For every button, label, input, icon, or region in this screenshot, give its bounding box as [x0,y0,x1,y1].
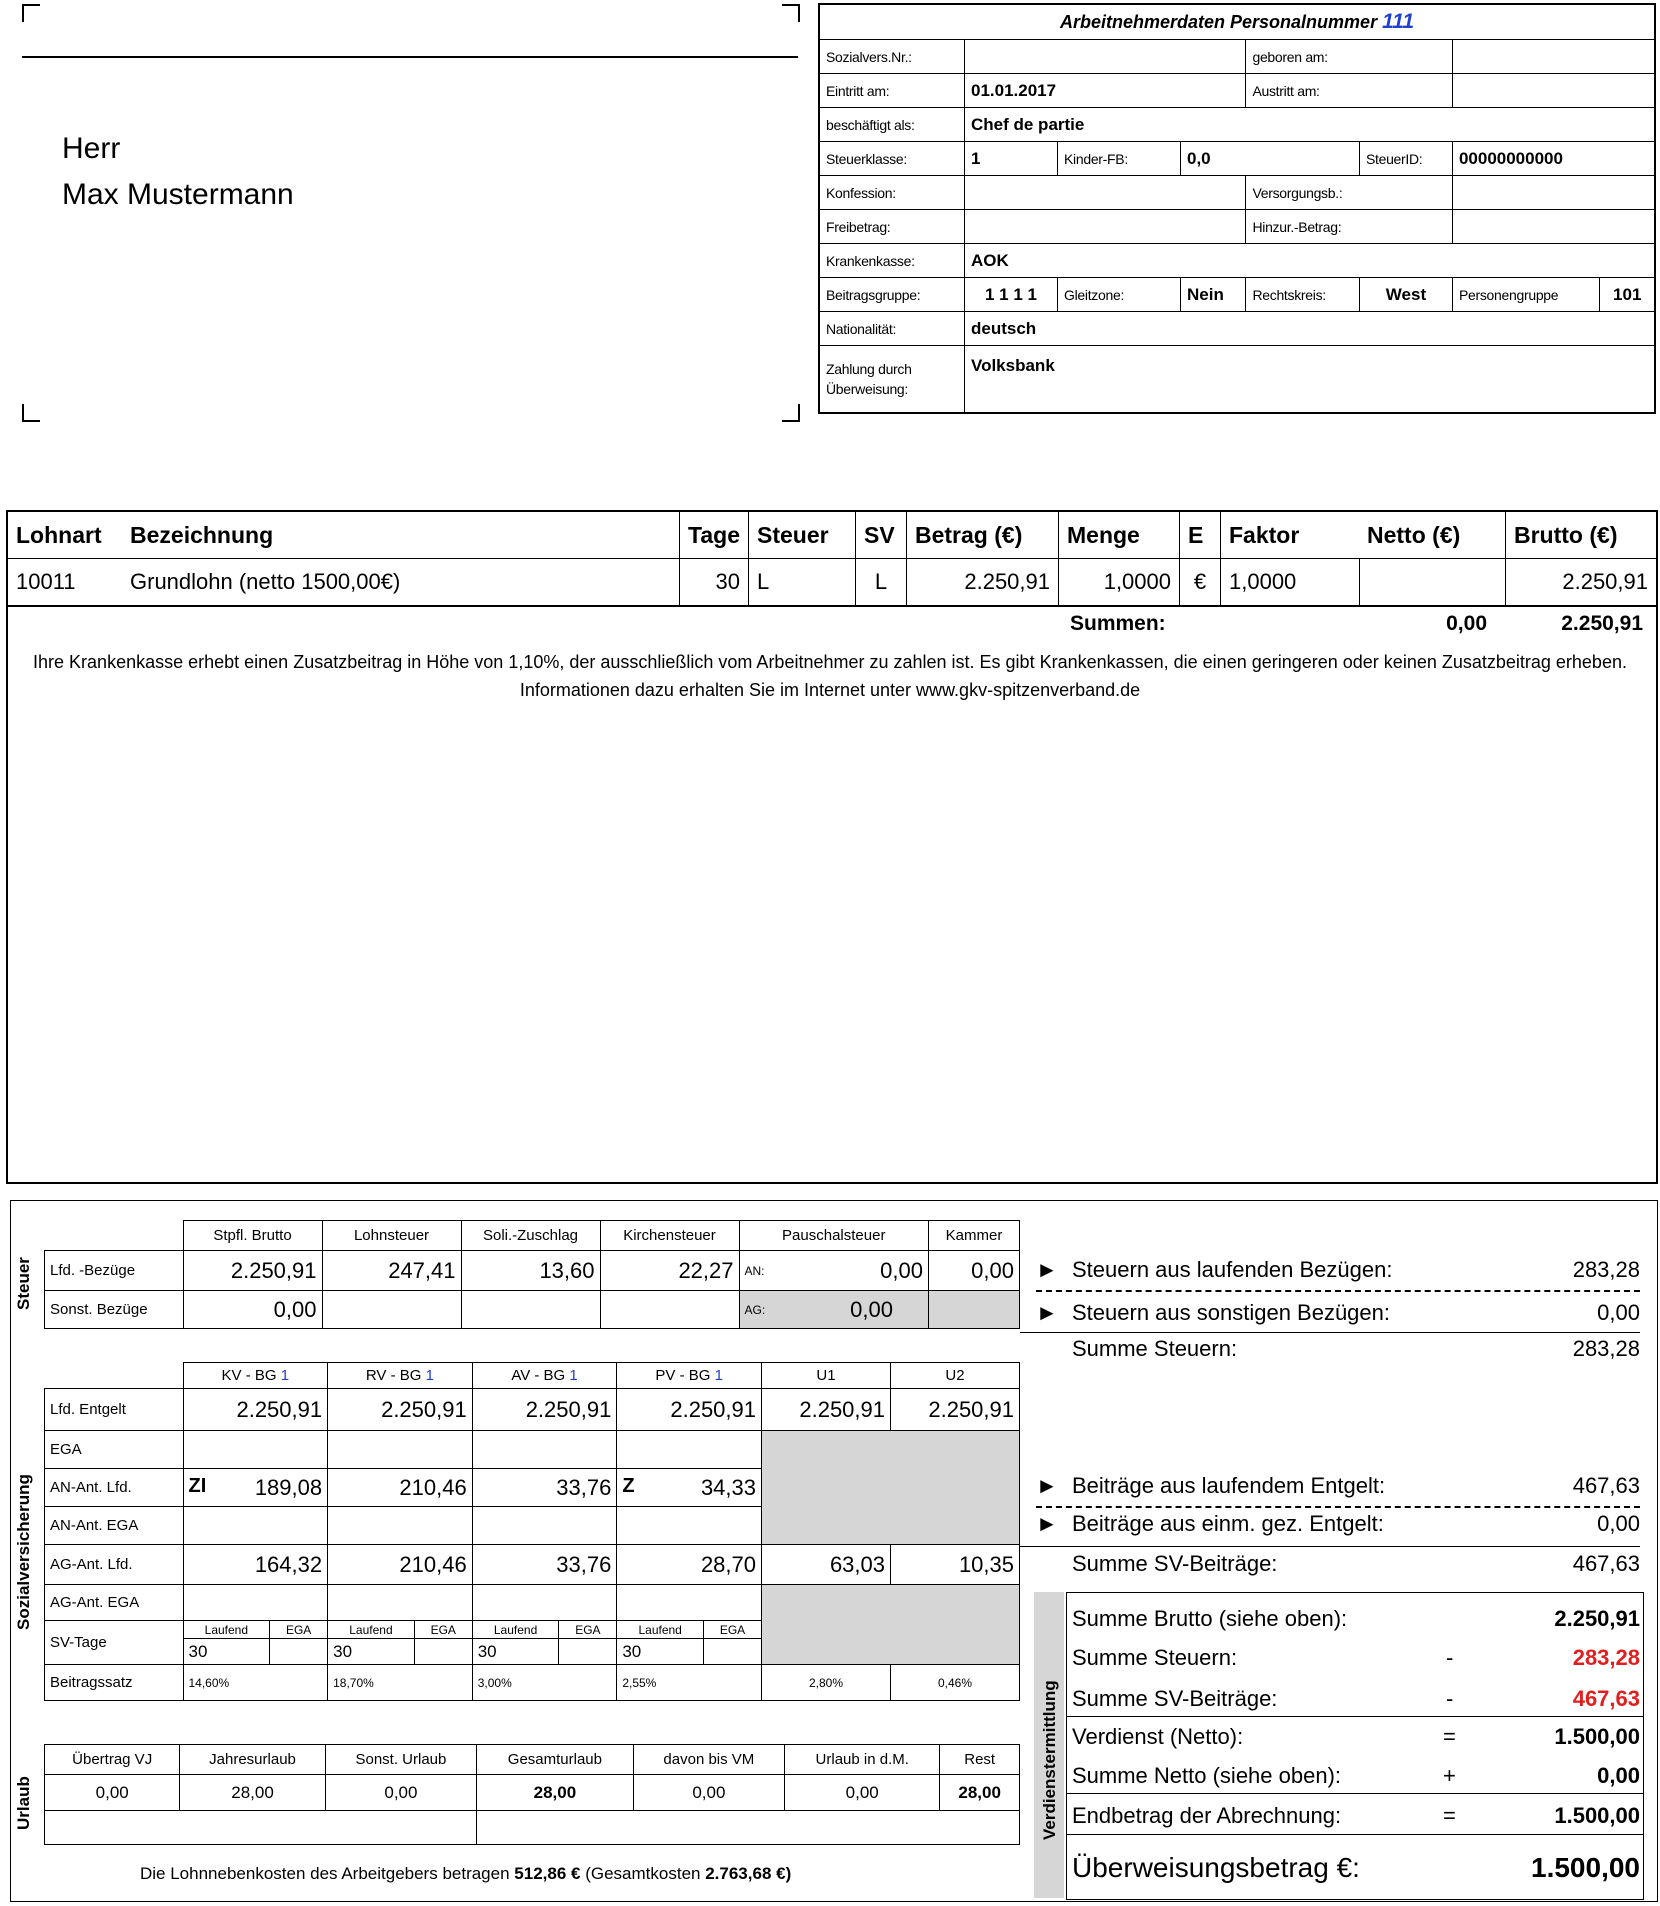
urlaub-head: Rest [940,1745,1020,1775]
u1-head: U1 [762,1363,891,1389]
col-e: E [1180,512,1221,559]
lohnnebenkosten-text: Die Lohnnebenkosten des Arbeitgebers betragen 512,86 € (Gesamtkosten 2.763,68 €) [140,1864,792,1883]
legal-area-value: West [1359,278,1452,312]
row-bezeichnung: Grundlohn (netto 1500,00€) [122,559,680,607]
laufend-label: Laufend [183,1621,270,1639]
ega-sublabel: EGA [270,1621,328,1639]
ega-label: EGA [45,1431,184,1469]
arrow-right-icon: ► [1036,1473,1058,1498]
sv-tage-value: 30 [472,1639,559,1665]
sv-side-label: Sozialversicherung [14,1474,33,1630]
addition-label: Hinzur.-Betrag: [1246,210,1453,244]
person-group-label: Personengruppe [1452,278,1600,312]
urlaub-head: Jahresurlaub [180,1745,325,1775]
sumnetto-value: 0,00 [1597,1763,1640,1788]
summe-steuern-value: 283,28 [1572,1336,1640,1361]
ag-lfd-label: AG-Ant. Lfd. [45,1545,184,1585]
beitragssatz-label: Beitragssatz [45,1665,184,1701]
sv-value: 2.250,91 [472,1389,617,1431]
exit-label: Austritt am: [1246,74,1453,108]
minus-sign: - [1446,1645,1454,1670]
row-tage: 30 [680,559,749,607]
col-lohnart: Lohnart [8,512,122,559]
child-allowance-value: 0,0 [1181,142,1360,176]
pension-value [1452,176,1655,210]
divider [1020,1546,1640,1547]
urlaub-value: 0,00 [633,1775,785,1811]
corner-mark-icon [782,4,800,22]
entry-label: Eintritt am: [819,74,965,108]
steuer-head: Stpfl. Brutto [183,1221,322,1251]
birthdate-value [1452,40,1655,74]
equals-sign: = [1443,1803,1456,1828]
urlaub-side-label: Urlaub [14,1776,33,1830]
nationality-value: deutsch [965,312,1656,346]
an-lfd-label: AN-Ant. Lfd. [45,1469,184,1507]
salutation: Herr [62,132,121,165]
arrow-right-icon: ► [1036,1257,1058,1282]
an-label: AN: [739,1251,770,1291]
sv-value: 33,76 [472,1469,617,1507]
sv-tage-value: 30 [617,1639,704,1665]
col-bezeichnung: Bezeichnung [122,512,680,559]
address-divider [22,56,798,58]
steuer-value: 2.250,91 [183,1251,322,1291]
lfd-bezuege-label: Lfd. -Bezüge [45,1251,184,1291]
payroll-header-row [8,512,1656,559]
beitraege-einm-value: 0,00 [1597,1511,1640,1536]
netto-label: Verdienst (Netto): [1072,1724,1244,1749]
beitragssatz-value: 3,00% [472,1665,617,1701]
sv-value: 164,32 [183,1545,328,1585]
steuern-lfd-value: 283,28 [1572,1257,1640,1282]
payment-label: Zahlung durch Überweisung: [819,346,965,414]
address-block [62,126,294,218]
row-faktor: 1,0000 [1221,559,1360,607]
contribution-group-label: Beitragsgruppe: [819,278,965,312]
col-menge: Menge [1059,512,1180,559]
totals-netto: 0,00 [1446,612,1487,635]
urlaub-head: davon bis VM [633,1745,785,1775]
corner-mark-icon [22,404,40,422]
divider [1020,1332,1640,1333]
ueberweisung-value: 1.500,00 [1531,1852,1640,1883]
minus-sign: - [1446,1686,1454,1711]
lfd-entgelt-label: Lfd. Entgelt [45,1389,184,1431]
urlaub-value: 0,00 [325,1775,477,1811]
netto-value: 1.500,00 [1554,1724,1640,1749]
svnr-value [965,40,1246,74]
employee-data-title: Arbeitnehmerdaten Personalnummer 111 [819,4,1655,40]
sv-value: 210,46 [328,1469,473,1507]
urlaub-table [44,1744,1020,1845]
taxid-value: 00000000000 [1452,142,1655,176]
equals-sign: = [1443,1724,1456,1749]
summe-sv-value: 467,63 [1572,1551,1640,1576]
job-label: beschäftigt als: [819,108,965,142]
sv-value: ZI 189,08 [183,1469,328,1507]
legal-area-label: Rechtskreis: [1246,278,1360,312]
beitragssatz-value: 2,80% [762,1665,891,1701]
divider [1066,1716,1644,1717]
sv-value: 28,70 [617,1545,762,1585]
urlaub-value: 0,00 [785,1775,940,1811]
taxid-label: SteuerID: [1359,142,1452,176]
sonst-bezuege-label: Sonst. Bezüge [45,1291,184,1329]
verdienst-steuern-label: Summe Steuern: [1072,1645,1238,1670]
an-value: 0,00 [770,1251,928,1291]
ega-sublabel: EGA [414,1621,472,1639]
sv-value: Z 34,33 [617,1469,762,1507]
sv-tage-value: 30 [328,1639,415,1665]
col-faktor: Faktor [1221,512,1360,559]
summe-sv-label: Summe SV-Beiträge: [1072,1551,1278,1576]
exit-value [1452,74,1655,108]
taxclass-value: 1 [965,142,1058,176]
brutto-label: Summe Brutto (siehe oben): [1072,1606,1348,1631]
insurer-label: Krankenkasse: [819,244,965,278]
sv-value: 2.250,91 [891,1389,1020,1431]
sv-value: 2.250,91 [617,1389,762,1431]
arrow-right-icon: ► [1036,1511,1058,1536]
employee-name: Max Mustermann [62,178,294,211]
sv-value: 33,76 [472,1545,617,1585]
entry-value: 01.01.2017 [965,74,1246,108]
row-einheit: € [1180,559,1221,607]
taxclass-label: Steuerklasse: [819,142,965,176]
urlaub-head: Gesamturlaub [477,1745,633,1775]
steuer-head: Pauschalsteuer [739,1221,929,1251]
urlaub-head: Übertrag VJ [45,1745,180,1775]
beitragssatz-value: 2,55% [617,1665,762,1701]
col-steuer: Steuer [749,512,856,559]
divider [1066,1834,1644,1835]
ueberweisung-label: Überweisungsbetrag €: [1072,1852,1360,1883]
steuer-head: Lohnsteuer [322,1221,461,1251]
col-netto: Netto (€) [1359,512,1506,559]
sv-tage-value: 30 [183,1639,270,1665]
allowance-label: Freibetrag: [819,210,965,244]
person-group-value: 101 [1600,278,1655,312]
allowance-value [965,210,1246,244]
pv-head: PV - BG 1 [617,1363,762,1389]
totals-row [1070,612,1643,636]
ega-sublabel: EGA [704,1621,762,1639]
contribution-group-value: 1 1 1 1 [965,278,1058,312]
arrow-right-icon: ► [1036,1300,1058,1325]
laufend-label: Laufend [617,1621,704,1639]
dashed-divider [1036,1506,1640,1508]
urlaub-value: 28,00 [940,1775,1020,1811]
sliding-zone-value: Nein [1181,278,1246,312]
insurance-notice: Ihre Krankenkasse erhebt einen Zusatzbeitrag in Höhe von 1,10%, der ausschließlich vom Arbeitnehmer zu zahlen ist. Es gibt Krankenkassen, die einen geringeren oder keinen Zusatzbeitrag erheben. Informationen dazu erhalten Sie im Internet unter www.gkv-spitzenverband.de [33,652,1627,700]
steuer-head: Kammer [929,1221,1020,1251]
av-head: AV - BG 1 [472,1363,617,1389]
confession-value [965,176,1246,210]
dashed-divider [1036,1290,1640,1292]
row-sv: L [856,559,907,607]
ag-ega-label: AG-Ant. EGA [45,1585,184,1621]
steuer-side-label: Steuer [14,1257,33,1310]
rv-head: RV - BG 1 [328,1363,473,1389]
row-brutto: 2.250,91 [1506,559,1657,607]
steuer-value: 22,27 [600,1251,739,1291]
brutto-value: 2.250,91 [1554,1606,1640,1631]
nationality-label: Nationalität: [819,312,965,346]
steuern-sonst-value: 0,00 [1597,1300,1640,1325]
beitraege-einm-label: Beiträge aus einm. gez. Entgelt: [1072,1511,1384,1536]
verdienst-sv-value: 467,63 [1572,1686,1640,1711]
sv-value: 2.250,91 [183,1389,328,1431]
divider [1066,1793,1644,1794]
kammer-value: 0,00 [929,1251,1020,1291]
col-sv: SV [856,512,907,559]
birthdate-label: geboren am: [1246,40,1453,74]
plus-sign: + [1443,1763,1456,1788]
child-allowance-label: Kinder-FB: [1058,142,1181,176]
svnr-label: Sozialvers.Nr.: [819,40,965,74]
steuern-lfd-label: Steuern aus laufenden Bezügen: [1072,1257,1393,1282]
urlaub-value: 28,00 [180,1775,325,1811]
summe-steuern-label: Summe Steuern: [1072,1336,1238,1361]
verdienst-sv-label: Summe SV-Beiträge: [1072,1686,1278,1711]
corner-mark-icon [22,4,40,22]
col-tage: Tage [680,512,749,559]
beitraege-lfd-label: Beiträge aus laufendem Entgelt: [1072,1473,1386,1498]
urlaub-head: Sonst. Urlaub [325,1745,477,1775]
verdienst-side-label: Verdienstermittlung [1040,1680,1059,1840]
sv-table [44,1362,1020,1701]
sv-value: 2.250,91 [328,1389,473,1431]
employee-data-table [818,3,1656,414]
steuern-sonst-label: Steuern aus sonstigen Bezügen: [1072,1300,1391,1325]
laufend-label: Laufend [472,1621,559,1639]
sv-value: 10,35 [891,1545,1020,1585]
beitragssatz-value: 0,46% [891,1665,1020,1701]
sv-tage-label: SV-Tage [45,1621,184,1665]
personnel-number: 111 [1382,10,1415,33]
insurer-value: AOK [965,244,1656,278]
u2-head: U2 [891,1363,1020,1389]
col-brutto: Brutto (€) [1506,512,1657,559]
urlaub-value: 0,00 [45,1775,180,1811]
ag-label: AG: [739,1291,770,1329]
sumnetto-label: Summe Netto (siehe oben): [1072,1763,1342,1788]
steuer-table [44,1220,1020,1329]
beitraege-lfd-value: 467,63 [1572,1473,1640,1498]
row-netto [1359,559,1506,607]
pension-label: Versorgungsb.: [1246,176,1453,210]
endbetrag-label: Endbetrag der Abrechnung: [1072,1803,1342,1828]
totals-brutto: 2.250,91 [1561,612,1643,635]
laufend-label: Laufend [328,1621,415,1639]
confession-label: Konfession: [819,176,965,210]
job-value: Chef de partie [965,108,1656,142]
steuer-value: 13,60 [461,1251,600,1291]
corner-mark-icon [782,404,800,422]
addition-value [1452,210,1655,244]
row-lohnart: 10011 [8,559,122,607]
beitragssatz-value: 14,60% [183,1665,328,1701]
urlaub-head: Urlaub in d.M. [785,1745,940,1775]
endbetrag-value: 1.500,00 [1554,1803,1640,1828]
table-row [8,559,1656,607]
sliding-zone-label: Gleitzone: [1058,278,1181,312]
ega-sublabel: EGA [559,1621,617,1639]
sv-value: 2.250,91 [762,1389,891,1431]
bank-value: Volksbank [965,346,1656,414]
ag-value: 0,00 [770,1291,928,1329]
urlaub-value: 28,00 [477,1775,633,1811]
beitragssatz-value: 18,70% [328,1665,473,1701]
steuer-head: Soli.-Zuschlag [461,1221,600,1251]
verdienst-steuern-value: 283,28 [1572,1645,1640,1670]
col-betrag: Betrag (€) [907,512,1059,559]
steuer-value: 247,41 [322,1251,461,1291]
sonst-value: 0,00 [183,1291,322,1329]
row-betrag: 2.250,91 [907,559,1059,607]
kv-head: KV - BG 1 [183,1363,328,1389]
an-ega-label: AN-Ant. EGA [45,1507,184,1545]
row-menge: 1,0000 [1059,559,1180,607]
sv-value: 210,46 [328,1545,473,1585]
steuer-head: Kirchensteuer [600,1221,739,1251]
totals-label: Summen: [1070,612,1166,635]
row-steuer: L [749,559,856,607]
sv-value: 63,03 [762,1545,891,1585]
